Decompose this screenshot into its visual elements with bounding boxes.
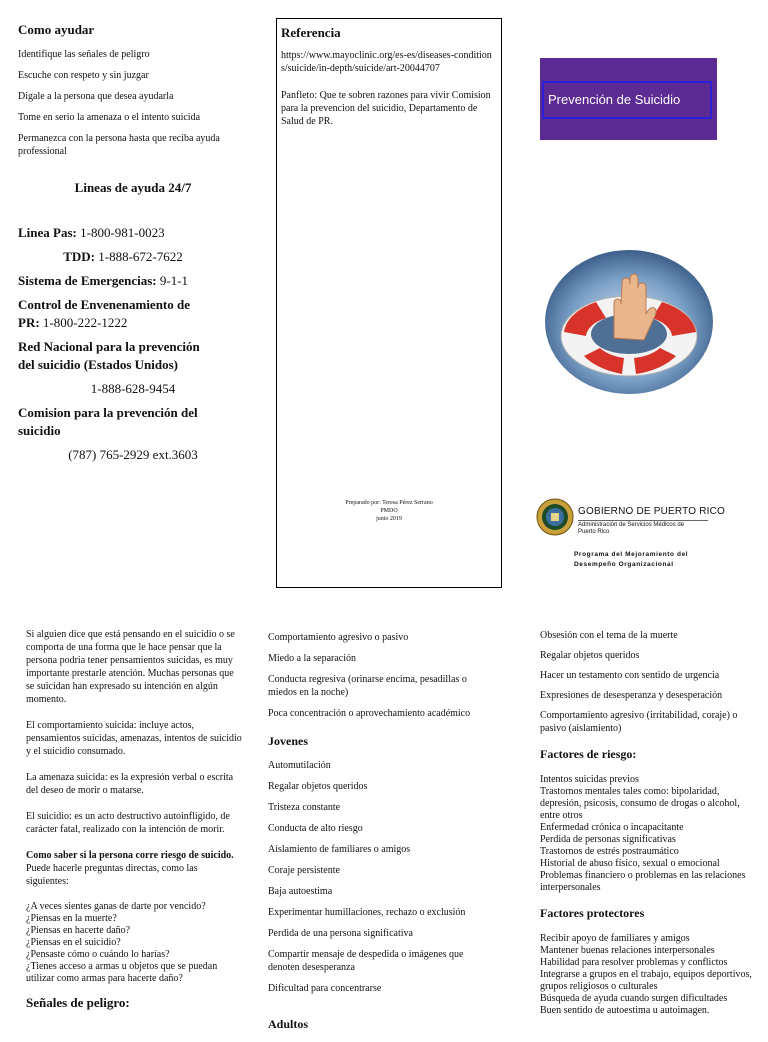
jovenes-item: Tristeza constante (268, 802, 341, 813)
prepared-by-block (277, 499, 501, 523)
jovenes-item: Regalar objetos queridos (268, 781, 368, 792)
hotline-label: Control de Envenenamiento de PR: (18, 297, 191, 330)
government-subtitle: Administración de Servicios Médicos de Puerto Rico (578, 522, 685, 535)
protective-factor-item: Integrarse a grupos en el trabajo, equipos deportivos, grupos religiosos o culturales (540, 969, 752, 992)
youth-signs-column (268, 631, 496, 1042)
protective-factor-item: Recibir apoyo de familiares y amigos (540, 933, 690, 944)
intro-paragraph: La amenaza suicida: es la expresión verbal o escrita del deseo de morir o matarse. (26, 772, 234, 796)
risk-question-rest: Puede hacerle preguntas directas, como las siguientes: (26, 863, 198, 887)
help-item: Digale a la persona que desea ayudarla (18, 91, 174, 102)
jovenes-item: Conducta de alto riesgo (268, 823, 363, 834)
government-name: GOBIERNO DE PUERTO RICO (578, 506, 726, 517)
question-item: ¿Piensas en hacerte daño? (26, 925, 131, 936)
hotlines-title: Lineas de ayuda 24/7 (74, 180, 192, 195)
hotline-tdd (18, 248, 248, 266)
hotline-number: 1-800-222-1222 (42, 315, 128, 330)
hotline-label: TDD: (63, 249, 96, 264)
risk-factor-item: Perdida de personas significativas (540, 834, 676, 845)
help-item: Permanezca con la persona hasta que reciba ayuda professional (18, 133, 220, 157)
reference-title: Referencia (281, 25, 341, 40)
question-list (26, 901, 242, 985)
sign-item: Expresiones de desesperanza y desesperación (540, 690, 723, 701)
hotline-label: Sistema de Emergencias: (18, 273, 157, 288)
hotline-red-label: Red Nacional para la prevención del suicidio (Estados Unidos) (18, 339, 200, 372)
reference-pamphlet: Panfleto: Que te sobren razones para vivir Comision para la prevencion del suicidio, Departamento de Salud de PR. (281, 90, 491, 127)
protective-factors-title: Factores protectores (540, 906, 645, 920)
jovenes-item: Experimentar humillaciones, rechazo o exclusión (268, 907, 466, 918)
hotline-label: Linea Pas: (18, 225, 77, 240)
risk-question-bold: Como saber si la persona corre riesgo de suicido. (26, 850, 234, 861)
jovenes-item: Aislamiento de familiares o amigos (268, 844, 411, 855)
prepared-date: junio 2019 (376, 516, 402, 522)
protective-factor-item: Habilidad para resolver problemas y conflictos (540, 957, 728, 968)
hotline-number: 1-888-672-7622 (98, 249, 183, 264)
jovenes-item: Perdida de una persona significativa (268, 928, 413, 939)
program-line: Programa del Mejoramiento del (574, 551, 689, 558)
intro-paragraph: El suicidio: es un acto destructivo autoinfligido, de carácter fatal, realizado con la intención de morir. (26, 811, 230, 835)
risk-factor-item: Trastornos mentales tales como: bipolaridad, depresión, psicosis, consumo de drogas o alcohol, entre otros (540, 786, 740, 821)
question-item: ¿Tienes acceso a armas u objetos que se puedan utilizar como armas para hacerte daño? (26, 961, 218, 984)
risk-factor-item: Historial de abuso físico, sexual o emocional (540, 858, 720, 869)
risk-question-intro (26, 849, 242, 888)
help-panel (18, 22, 248, 470)
jovenes-item: Baja autoestima (268, 886, 333, 897)
intro-paragraph: Si alguien dice que está pensando en el suicidio o se comporta de una forma que le hace pensar que la persona podria tener pensamientos suicidas, es muy importante prestarle atención. Muchas personas que se suicidan han expresado su intención en algún momento. (26, 629, 235, 705)
reference-panel (276, 18, 502, 588)
sign-item: Miedo a la separación (268, 653, 357, 664)
question-item: ¿Piensas en el suicidio? (26, 937, 121, 948)
help-item: Tome en serio la amenaza o el intento suicida (18, 112, 201, 123)
help-item: Identifique las señales de peligro (18, 49, 150, 60)
hotline-red-number: 1-888-628-9454 (90, 381, 176, 396)
protective-factor-item: Búsqueda de ayuda cuando surgen dificultades (540, 993, 728, 1004)
hotline-emergencias (18, 272, 248, 290)
government-seal-icon (536, 498, 574, 536)
risk-factors-title: Factores de riesgo: (540, 747, 637, 761)
intro-column (26, 628, 242, 1011)
program-name (574, 550, 688, 570)
sign-item: Conducta regresiva (orinarse encima, pesadillas o miedos en la noche) (268, 674, 467, 698)
sign-item: Hacer un testamento con sentido de urgencia (540, 670, 720, 681)
cover-title: Prevención de Suicidio (542, 81, 712, 119)
signs-title: Señales de peligro: (26, 995, 130, 1010)
sign-item: Comportamiento agresivo o pasivo (268, 632, 409, 643)
help-title: Como ayudar (18, 22, 95, 37)
risk-factor-item: Enfermedad crónica o incapacitante (540, 822, 684, 833)
risk-factor-item: Problemas financiero o problemas en las relaciones interpersonales (540, 870, 746, 893)
hotline-envenenamiento (18, 296, 208, 332)
jovenes-item: Automutilación (268, 760, 331, 771)
lifebuoy-hand-icon (544, 244, 714, 394)
question-item: ¿Pensaste cómo o cuándo lo harías? (26, 949, 170, 960)
help-item: Escuche con respeto y sin juzgar (18, 70, 149, 81)
protective-factor-item: Buen sentido de autoestima u autoimagen. (540, 1005, 710, 1016)
sign-item: Obsesión con el tema de la muerte (540, 630, 678, 641)
hotline-linea-pas (18, 224, 248, 242)
question-item: ¿Piensas en la muerte? (26, 913, 117, 924)
hotline-number: 1-800-981-0023 (80, 225, 165, 240)
jovenes-title: Jovenes (268, 734, 308, 748)
sign-item: Comportamiento agresivo (irritabilidad, coraje) o pasivo (aislamiento) (540, 710, 738, 734)
reference-url[interactable]: https://www.mayoclinic.org/es-es/diseases-conditions/suicide/in-depth/suicide/art-20044707 (281, 50, 492, 74)
prepared-by: Preparado por: Teresa Pérez Serrano (345, 500, 433, 506)
intro-paragraph: El comportamiento suicida: incluye actos, pensamientos suicidas, amenazas, intentos de suicidio y el suicidio consumado. (26, 720, 242, 757)
prepared-dept: PMDO (380, 508, 398, 514)
hotline-comision-number: (787) 765-2929 ext.3603 (68, 447, 198, 462)
risk-factor-item: Intentos suicidas previos (540, 774, 639, 785)
government-divider (578, 520, 708, 521)
jovenes-item: Dificultad para concentrarse (268, 983, 382, 994)
jovenes-item: Compartir mensaje de despedida o imágenes que denoten desesperanza (268, 949, 464, 973)
hotline-comision-label: Comision para la prevención del suicidio (18, 405, 198, 438)
sign-item: Poca concentración o aprovechamiento académico (268, 708, 471, 719)
adultos-title: Adultos (268, 1017, 309, 1031)
hotline-number: 9-1-1 (159, 273, 189, 288)
risk-factor-item: Trastornos de estrés postraumático (540, 846, 679, 857)
sign-item: Regalar objetos queridos (540, 650, 640, 661)
question-item: ¿A veces sientes ganas de darte por vencido? (26, 901, 206, 912)
protective-factor-item: Mantener buenas relaciones interpersonales (540, 945, 715, 956)
program-line: Desempeño Organizacional (574, 561, 674, 568)
jovenes-item: Coraje persistente (268, 865, 340, 876)
risk-factors-column (540, 629, 756, 1017)
